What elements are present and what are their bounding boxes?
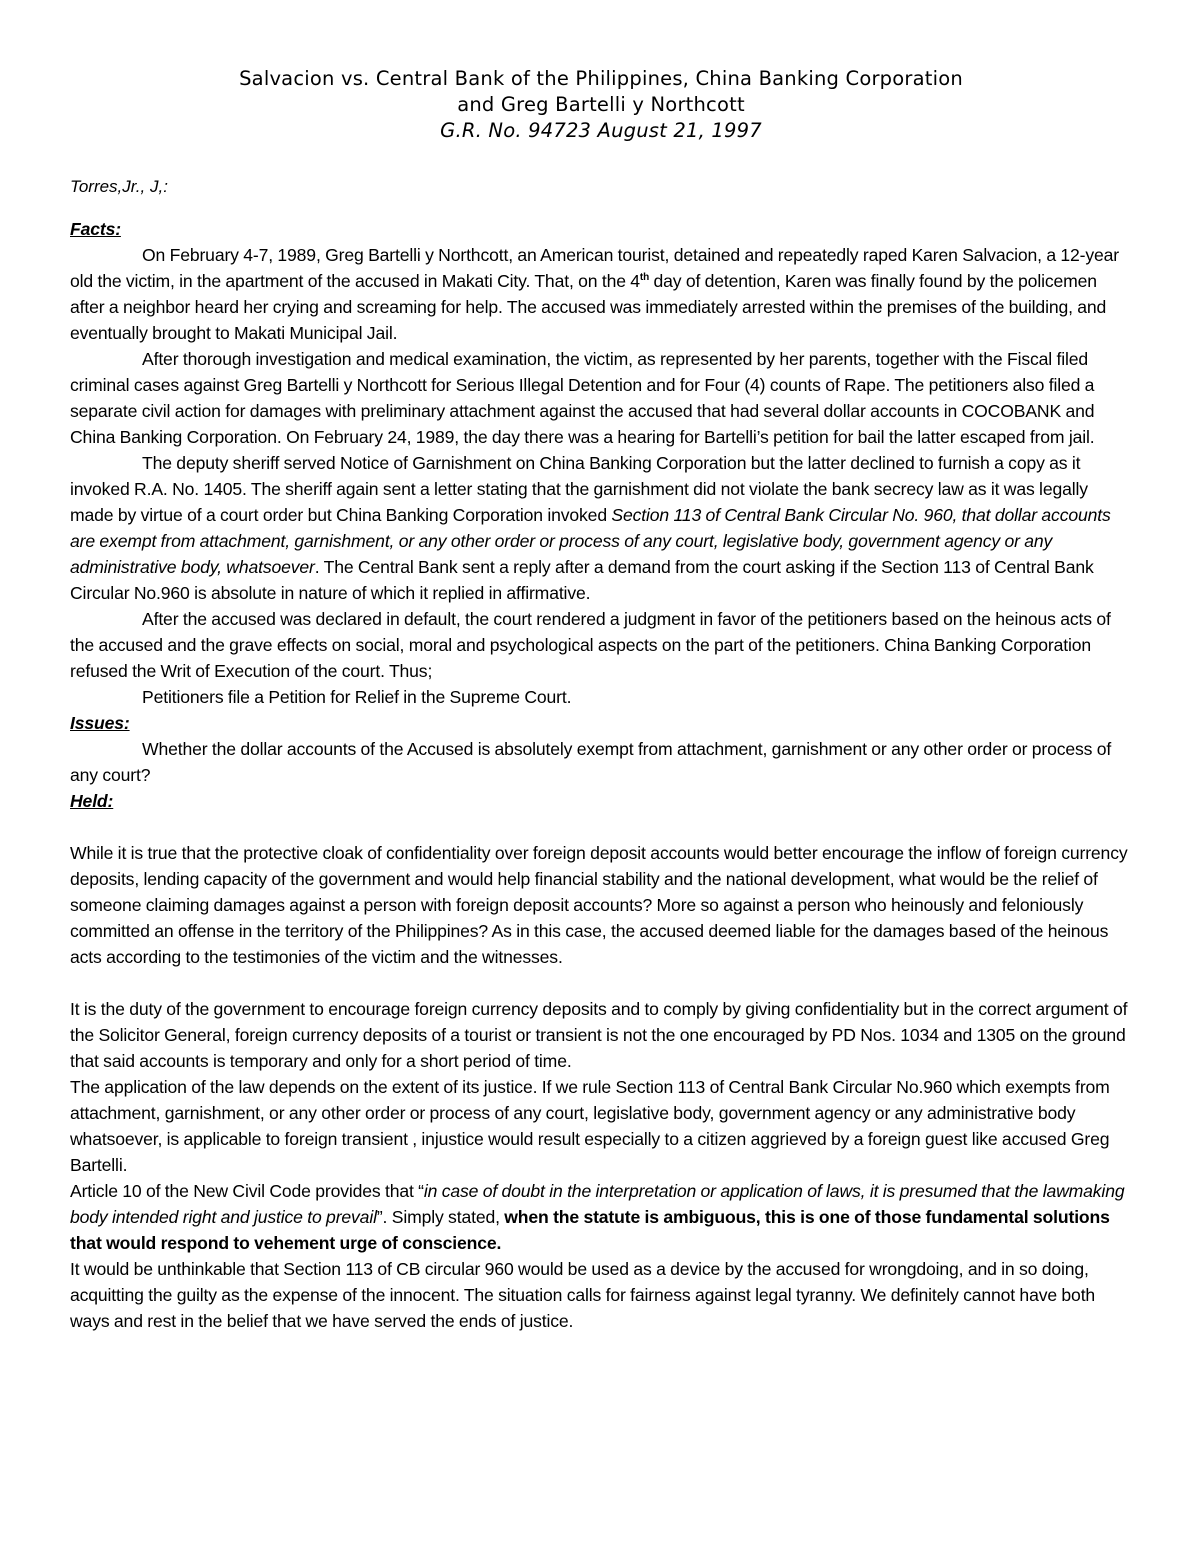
issues-paragraph-1: Whether the dollar accounts of the Accused is absolutely exempt from attachment, garnishment or any other order or process of any court? [70,739,1112,785]
blank-line [70,814,1132,840]
facts-paragraph-1-text-a: On February 4-7, 1989, Greg Bartelli y Northcott, an American tourist, detained and repeatedly raped Karen Salvacion, a 12-year old the victim, in the apartment of the accused in Makati City. That, on the 4 [70,245,1119,291]
facts-paragraph-2: After thorough investigation and medical examination, the victim, as represented by her parents, together with the Fiscal filed criminal cases against Greg Bartelli y Northcott for Serious Illegal Detention and for Four (4) counts of Rape. The petitioners also filed a separate civil action for damages with preliminary attachment against the accused that had several dollar accounts in COCOBANK and China Banking Corporation. On February 24, 1989, the day there was a hearing for Bartelli’s petition for bail the latter escaped from jail. [70,349,1095,447]
facts-heading: Facts: [70,219,121,239]
held-paragraph-5: It would be unthinkable that Section 113 of CB circular 960 would be used as a device by the accused for wrongdoing, and in so doing, acquitting the guilty as the expense of the innocent. The situation calls for fairness against legal tyranny. We definitely cannot have both ways and rest in the belief that we have served the ends of justice. [70,1259,1096,1331]
case-citation: G.R. No. 94723 August 21, 1997 [440,119,762,142]
ponente: Torres,Jr., J,: [70,177,168,196]
held-paragraph-4-text-b: ”. Simply stated, [376,1207,505,1227]
held-paragraph-1: While it is true that the protective cloak of confidentiality over foreign deposit accounts would better encourage the inflow of foreign currency deposits, lending capacity of the government and would help financial stability and the national development, what would be the relief of someone claiming damages against a person with foreign deposit accounts? More so against a person who heinously and feloniously committed an offense in the territory of the Philippines? As in this case, the accused deemed liable for the damages based of the heinous acts according to the testimonies of the victim and the witnesses. [70,843,1128,967]
facts-paragraph-3-quoted-provision: Section 113 of Central Bank Circular No. 960, that dollar accounts are exempt from attachment, garnishment, or any other order or process of any court, legislative body, government agency or any administrative body, whatsoever [70,505,1111,577]
facts-paragraph-5: Petitioners file a Petition for Relief in the Supreme Court. [142,687,572,707]
held-paragraph-2: It is the duty of the government to encourage foreign currency deposits and to comply by giving confidentiality but in the correct argument of the Solicitor General, foreign currency deposits of a tourist or transient is not the one encouraged by PD Nos. 1034 and 1305 on the ground that said accounts is temporary and only for a short period of time. [70,999,1128,1071]
held-paragraph-4 [70,1178,1132,1256]
ordinal-superscript: th [639,272,650,283]
document-body [70,216,1132,1334]
document-page [70,66,1132,1334]
blank-line [70,970,1132,996]
case-title-line-1: Salvacion vs. Central Bank of the Philippines, China Banking Corporation [239,67,963,90]
facts-paragraph-3 [70,450,1132,606]
facts-paragraph-3-text-a: The deputy sheriff served Notice of Garnishment on China Banking Corporation but the latter declined to furnish a copy as it invoked R.A. No. 1405. The sheriff again sent a letter stating that the garnishment did not violate the bank secrecy law as it was legally made by virtue of a court order but China Banking Corporation invoked [70,453,1088,525]
held-heading: Held: [70,791,114,811]
facts-paragraph-3-text-b: . The Central Bank sent a reply after a demand from the court asking if the Section 113 of Central Bank Circular No.960 is absolute in nature of which it replied in affirmative. [70,557,1094,603]
held-paragraph-3: The application of the law depends on the extent of its justice. If we rule Section 113 of Central Bank Circular No.960 which exempts from attachment, garnishment, or any other order or process of any court, legislative body, government agency or any administrative body whatsoever, is applicable to foreign transient , injustice would result especially to a citizen aggrieved by a foreign guest like accused Greg Bartelli. [70,1077,1110,1175]
held-paragraph-4-text-a: Article 10 of the New Civil Code provides that “ [70,1181,424,1201]
case-title-block [70,66,1132,144]
issues-heading: Issues: [70,713,130,733]
facts-paragraph-4: After the accused was declared in default, the court rendered a judgment in favor of the petitioners based on the heinous acts of the accused and the grave effects on social, moral and psychological aspects on the part of the petitioners. China Banking Corporation refused the Writ of Execution of the court. Thus; [70,609,1111,681]
case-title-line-2: and Greg Bartelli y Northcott [457,93,745,116]
facts-paragraph-1-text-b: day of detention, Karen was finally found by the policemen after a neighbor heard her crying and screaming for help. The accused was immediately arrested within the premises of the building, and eventually brought to Makati Municipal Jail. [70,271,1107,343]
held-paragraph-4-quoted-article: in case of doubt in the interpretation or application of laws, it is presumed that the lawmaking body intended right and justice to prevail [70,1181,1125,1227]
held-paragraph-4-emphasis: when the statute is ambiguous, this is one of those fundamental solutions that would respond to vehement urge of conscience. [70,1207,1110,1253]
facts-paragraph-1 [70,242,1132,346]
